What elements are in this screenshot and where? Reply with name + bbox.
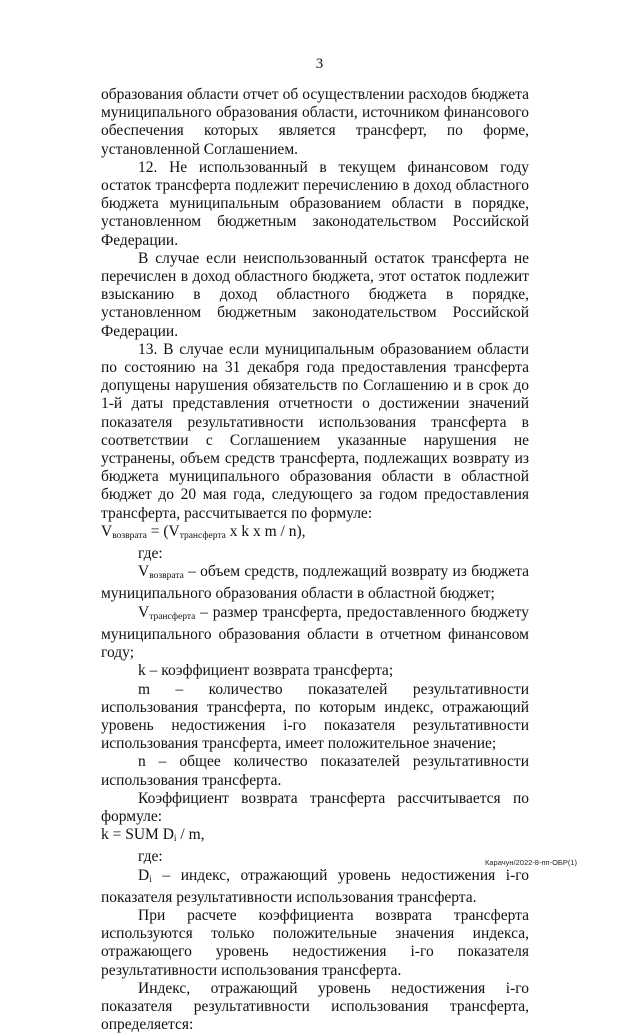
paragraph-recovery: В случае если неиспользованный остаток трансферта не перечислен в доход областного бюджета, этот остаток подлежит взысканию в доход областного бюджета в порядке, установленном бюджетным законодательством Российской Федерации. xyxy=(101,249,529,340)
formula-coefficient xyxy=(101,826,529,848)
definition-var: V xyxy=(138,563,150,581)
formula-var: V xyxy=(101,522,113,540)
paragraph-report-continuation: образования области отчет об осуществлении расходов бюджета муниципального образования области, источником финансового обеспечения которых является трансферт, по форме, установленной Соглашением. xyxy=(101,86,529,158)
where-label: где: xyxy=(138,848,163,866)
definition-subscript: i xyxy=(149,874,152,885)
definition-n: n – общее количество показателей результативности использования трансферта. xyxy=(101,753,529,789)
definition-v-return xyxy=(101,563,529,603)
definition-text: – размер трансферта, предоставленного бюджету муниципального образования области в отчетном финансовом году; xyxy=(101,603,529,662)
definition-var: D xyxy=(138,866,150,884)
definition-k: k – коэффициент возврата трансферта; xyxy=(138,662,394,680)
where-label: где: xyxy=(138,545,163,563)
formula-return-volume xyxy=(101,523,529,545)
paragraph-positive-values: При расчете коэффициента возврата трансферта используются только положительные значения индекса, отражающего уровень недостижения i-го показателя результативности использования трансферта. xyxy=(101,906,529,979)
definition-subscript: трансферта xyxy=(149,611,196,622)
definition-v-transfer xyxy=(101,604,529,663)
paragraph-12-unused-remainder: 12. Не использованный в текущем финансовом году остаток трансферта подлежит перечислению в доход областного бюджета муниципальным образованием области в порядке, установленном бюджетным законодательством Российской Федерации. xyxy=(101,158,529,249)
definition-text: – объем средств, подлежащий возврату из бюджета муниципального образования области в областной бюджет; xyxy=(101,563,529,603)
page-number: 3 xyxy=(315,56,324,72)
definition-text: – индекс, отражающий уровень недостижения i-го показателя результативности использования трансферта. xyxy=(101,866,529,906)
document-footer-code: Карачун/2022-8-пп-ОБР(1) xyxy=(485,858,577,867)
formula-subscript: трансферта xyxy=(179,530,226,541)
formula-part: / m, xyxy=(176,826,205,844)
document-body xyxy=(101,86,529,1034)
paragraph-13-violations: 13. В случае если муниципальным образованием области по состоянию на 31 декабря года предоставления трансферта допущены нарушения обязательств по Соглашению и в срок до 1-й даты представления отчетности о достижении значений показателя результативности использования трансферта в соответствии с Соглашением указанные нарушения не устранены, объем средств трансферта, подлежащих возврату из бюджета муниципального образования области в областной бюджет до 20 мая года, следующего за годом предоставления трансферта, рассчитывается по формуле: xyxy=(101,340,529,522)
formula-part: x k x m / n), xyxy=(225,522,306,540)
definition-d-i xyxy=(101,867,529,907)
formula-subscript: возврата xyxy=(112,530,147,541)
definition-m: m – количество показателей результативности использования трансферта, по которым индекс, отражающий уровень недостижения i-го показателя результативности использования трансферта, имеет положительное значение; xyxy=(101,680,529,753)
paragraph-coefficient-formula-intro: Коэффициент возврата трансферта рассчитывается по формуле: xyxy=(101,789,529,825)
definition-subscript: возврата xyxy=(149,571,184,582)
formula-part: = (V xyxy=(146,522,180,540)
paragraph-index-definition: Индекс, отражающий уровень недостижения i-го показателя результативности использования трансферта, определяется: xyxy=(101,979,529,1034)
formula-part: k = SUM D xyxy=(101,826,174,844)
formula-subscript: i xyxy=(173,834,177,845)
definition-var: V xyxy=(138,603,150,621)
